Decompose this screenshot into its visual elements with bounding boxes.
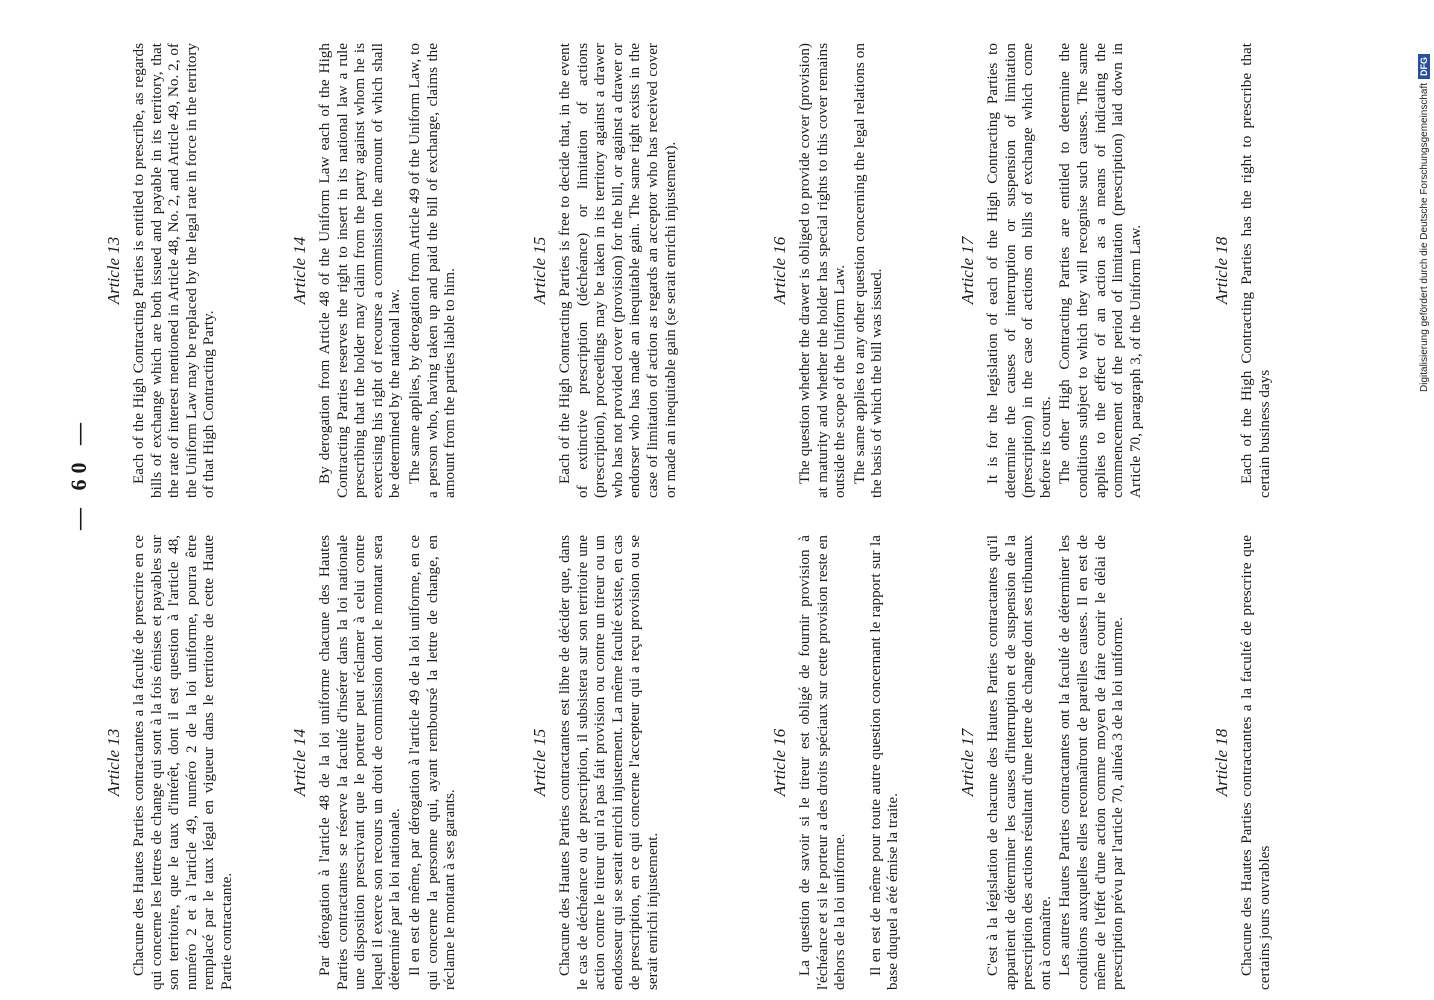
french-column-15 (530, 535, 662, 990)
article-text: Each of the High Contracting Parties has the right to prescribe that certain business days (1238, 43, 1273, 498)
article-heading: Article 16 (770, 236, 789, 305)
dfg-logo: DFG (1418, 54, 1430, 79)
en-article-17 (958, 43, 1144, 498)
article-text: It is for the legislation of each of the High Contracting Parties to determine the causes of interruption or suspension of limitation (prescription) in the case of actions on bills of exchange which come before its courts. (984, 43, 1054, 498)
article-heading: Article 14 (290, 236, 309, 305)
en-article-14 (290, 43, 459, 498)
article-heading: Article 15 (530, 236, 549, 305)
article-text: Chacune des Hautes Parties contractantes est libre de décider que, dans le cas de déchéance ou de prescription, il subsistera sur son territoire une action contre le tireur qui n'a pas fait provision ou contre un tireur ou un endosseur qui se serait enrichi injustement. La même faculté existe, en cas de prescription, en ce qui concerne l'accepteur qui a reçu provision ou se serait enrichi injustement. (556, 535, 661, 990)
article-heading: Article 13 (104, 236, 123, 305)
english-column-15 (530, 43, 679, 498)
article-heading: Article 16 (770, 728, 789, 797)
article-heading: Article 14 (290, 728, 309, 797)
en-article-18 (1212, 43, 1273, 498)
english-column-18 (1212, 43, 1273, 498)
article-text: The same applies, by derogation from Article 49 of the Uniform Law, to a person who, having taken up and paid the bill of exchange, claims the amount from the parties liable to him. (405, 43, 459, 498)
article-text: The same applies to any other question concerning the legal relations on the basis of which the bill was issued. (850, 43, 886, 498)
article-heading: Article 17 (958, 728, 977, 797)
article-heading: Article 13 (104, 728, 123, 797)
french-column-14 (290, 535, 459, 990)
french-column-18 (1212, 535, 1273, 990)
article-text: C'est à la législation de chacune des Hautes Parties contractantes qu'il appartient de déterminer les causes d'interruption et de suspension de la prescription des actions résultant d'une lettre de change dont ses tribunaux ont à connaître. (984, 535, 1054, 990)
article-heading: Article 18 (1212, 236, 1231, 305)
article-text: Les autres Hautes Parties contractantes ont la faculté de déterminer les conditions auxquelles elles reconnaîtront de pareilles causes. Il en est de même de l'effet d'une action comme moyen de faire courir le délai de prescription prévu par l'article 70, alinéa 3 de la loi uniforme. (1056, 535, 1127, 990)
en-article-16 (770, 43, 886, 498)
en-article-13 (104, 43, 218, 498)
article-text: The question whether the drawer is obliged to provide cover (provision) at maturity and whether the holder has special rights to this cover remains outside the scope of the Uniform Law. (796, 43, 849, 498)
digitization-text: Digitalisierung gefördert durch die Deutsche Forschungsgemeinschaft (1419, 82, 1430, 392)
fr-article-13 (104, 535, 236, 990)
page-number: — 60 — (66, 417, 91, 530)
english-column-17 (958, 43, 1144, 498)
fr-article-16 (770, 535, 902, 990)
fr-article-14 (290, 535, 459, 990)
fr-article-17 (958, 535, 1127, 990)
article-text: Each of the High Contracting Parties is entitled to prescribe, as regards bills of exchange which are both issued and payable in its territory, that the rate of interest mentioned in Article 48, No. 2, and Article 49, No. 2, of the Uniform Law may be replaced by the legal rate in force in the territory of that High Contracting Party. (130, 43, 218, 498)
fr-article-18 (1212, 535, 1273, 990)
article-text: Each of the High Contracting Parties is free to decide that, in the event of extinctive prescription (déchéance) or limitation of actions (prescription), proceedings may be taken in its territory against a drawer who has not provided cover (provision) for the bill, or against a drawer or endorser who has made an inequitable gain. The same right exists in the case of limitation of action as regards an acceptor who has received cover or made an inequitable gain (se serait enrichi injustement). (556, 43, 679, 498)
en-article-15 (530, 43, 679, 498)
article-heading: Article 15 (530, 728, 549, 797)
english-column-16 (770, 43, 886, 498)
article-text: Il en est de même pour toute autre question concernant le rapport sur la base duquel a été émise la traite. (866, 535, 902, 990)
article-text: By derogation from Article 48 of the Uniform Law each of the High Contracting Parties reserves the right to insert in its national law a rule prescribing that the holder may claim from the party against whom he is exercising his right of recourse a commission the amount of which shall be determined by the national law. (316, 43, 404, 498)
digitization-note (1418, 54, 1430, 392)
english-column-13 (104, 43, 218, 498)
article-text: Chacune des Hautes Parties contractantes a la faculté de prescrire que certains jours ouvrables (1238, 535, 1273, 990)
french-column (104, 535, 284, 990)
article-text: The other High Contracting Parties are entitled to determine the conditions subject to which they will recognise such causes. The same applies to the effect of an action as a means of indicating the commencement of the period of limitation (prescription) laid down in Article 70, paragraph 3, of the Uniform Law. (1056, 43, 1144, 498)
article-text: Chacune des Hautes Parties contractantes a la faculté de prescrire en ce qui concerne les lettres de change qui sont à la fois émises et payables sur son territoire, que le taux d'intérêt, dont il est question à l'article 48, numéro 2 et à l'article 49, numéro 2 de la loi uniforme, pourra être remplacé par le taux légal en vigueur dans le territoire de cette Haute Partie contractante. (130, 535, 235, 990)
article-text: La question de savoir si le tireur est obligé de fournir provision à l'échéance et si le porteur a des droits spéciaux sur cette provision reste en dehors de la loi uniforme. (796, 535, 849, 990)
article-text: Par dérogation à l'article 48 de la loi uniforme chacune des Hautes Parties contractantes se réserve la faculté d'insérer dans la loi nationale une disposition prescrivant que le porteur peut réclamer à celui contre lequel il exerce son recours un droit de commission dont le montant sera déterminé par la loi nationale. (316, 535, 404, 990)
french-column-16 (770, 535, 902, 990)
french-column-17 (958, 535, 1127, 990)
article-text: Il en est de même, par dérogation à l'article 49 de la loi uniforme, en ce qui concerne la personne qui, ayant remboursé la lettre de change, en réclame le montant à ses garants. (405, 535, 459, 990)
english-column-14 (290, 43, 459, 498)
fr-article-15 (530, 535, 662, 990)
article-heading: Article 17 (958, 236, 977, 305)
article-heading: Article 18 (1212, 728, 1231, 797)
